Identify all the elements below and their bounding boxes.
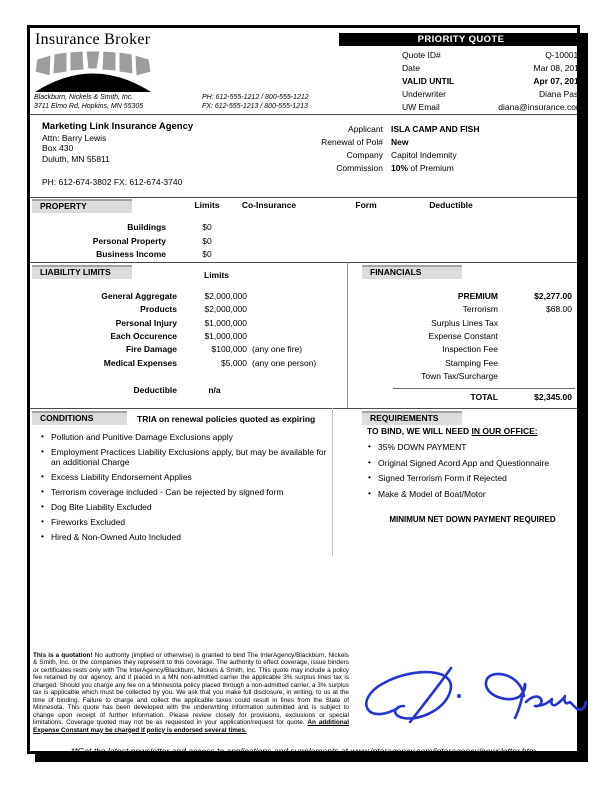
requirement-item: • Make & Model of Boat/Motor (367, 489, 581, 499)
terrorism-label: Terrorism (462, 304, 498, 314)
financials-section-title: FINANCIALS (362, 265, 462, 279)
applicant-label: Applicant (348, 124, 383, 134)
quote-date-value: Mar 08, 2011 (533, 63, 583, 73)
property-divider (30, 262, 577, 263)
broker-phone-line: PH: 612-555-1212 / 800-555-1212 (202, 94, 309, 101)
financials-row-premium (30, 291, 583, 303)
expense-constant-label: Expense Constant (428, 331, 498, 341)
total-value: $2,345.00 (534, 392, 572, 402)
coverage-divider (30, 408, 577, 409)
applicant-value: ISLA CAMP AND FISH (391, 124, 480, 134)
broker-firm-address: 3711 Elmo Rd, Hopkins, MN 55305 (34, 102, 144, 110)
medical-expenses-label: Medical Expenses (103, 358, 177, 368)
disclaimer-emphasis: An additional Expense Constant may be charged if policy is endorsed several times. (33, 719, 349, 734)
financials-row-town-tax (30, 371, 583, 383)
requirement-item: • Original Signed Acord App and Questionnaire (367, 458, 581, 468)
fire-damage-value: $100,000 (211, 344, 247, 354)
financials-row-stamping-fee (30, 358, 583, 370)
agency-name: Marketing Link Insurance Agency (42, 121, 194, 132)
company-label: Company (346, 150, 383, 160)
valid-until-label: VALID UNTIL (402, 76, 455, 86)
renewal-row (260, 137, 583, 148)
commission-rate: 10% (391, 163, 409, 173)
agency-attn: Attn: Barry Lewis (42, 133, 107, 143)
terms-column-divider (332, 408, 333, 556)
agency-address1: Box 430 (42, 143, 74, 154)
deductible-label: Deductible (133, 385, 177, 395)
disclaimer-paragraph (33, 652, 349, 734)
renewal-value: New (391, 137, 409, 147)
buildings-limit: $0 (202, 222, 212, 232)
town-tax-label: Town Tax/Surcharge (421, 371, 498, 381)
premium-label: PREMIUM (457, 291, 498, 301)
quote-id-row (402, 49, 583, 62)
products-label: Products (140, 304, 177, 314)
surplus-lines-tax-label: Surplus Lines Tax (431, 318, 498, 328)
requirements-heading-underlined: IN OUR OFFICE: (471, 426, 538, 436)
each-occurence-label: Each Occurence (110, 331, 177, 341)
requirements-heading (367, 426, 538, 436)
liability-section-title: LIABILITY LIMITS (32, 265, 132, 279)
quote-date-row (402, 62, 583, 75)
company-row (260, 150, 583, 161)
broker-address-block (34, 94, 143, 111)
conditions-section-title: CONDITIONS (32, 411, 127, 425)
broker-firm-name: Blackburn, Nickels & Smith, Inc. (34, 94, 134, 101)
personal-injury-label: Personal Injury (115, 318, 177, 328)
each-occurence-value: $1,000,000 (204, 331, 247, 341)
buildings-label: Buildings (127, 222, 166, 232)
condition-item: • Excess Liability Endorsement Applies (40, 472, 332, 482)
uw-email-label: UW Email (402, 102, 440, 112)
medical-expenses-note: (any one person) (252, 358, 317, 368)
condition-item: • Employment Practices Liability Exclusions apply, but may be available for an additional Charge (40, 447, 332, 467)
financials-row-terrorism (30, 304, 583, 316)
financials-row-expense-constant (30, 331, 583, 343)
requirements-section-title: REQUIREMENTS (362, 411, 462, 425)
general-aggregate-value: $2,000,000 (204, 291, 247, 301)
financials-row-surplus-lines-tax (30, 318, 583, 330)
uw-email-value: diana@insurance.com (498, 102, 583, 112)
property-row-business-income (30, 249, 347, 261)
condition-item: • Terrorism coverage included - Can be rejected by signed form (40, 487, 332, 497)
financials-total-rule (393, 388, 575, 389)
property-row-buildings (30, 222, 347, 234)
stamping-fee-label: Stamping Fee (445, 358, 498, 368)
broker-logo-graphic (34, 49, 152, 92)
personal-injury-value: $1,000,000 (204, 318, 247, 328)
condition-item: • Fireworks Excluded (40, 517, 332, 527)
company-value: Capitol Indemnity (391, 150, 457, 160)
products-value: $2,000,000 (204, 304, 247, 314)
priority-quote-banner: PRIORITY QUOTE (339, 33, 583, 46)
disclaimer-lead: This is a quotation! (33, 652, 93, 659)
deductible-value: n/a (208, 385, 221, 395)
condition-item: • Pollution and Punitive Damage Exclusions apply (40, 432, 332, 442)
quote-id-value: Q-100018 (545, 50, 583, 60)
letterhead-divider (30, 114, 577, 115)
inspection-fee-label: Inspection Fee (442, 344, 498, 354)
valid-until-value: Apr 07, 2011 (533, 76, 583, 86)
commission-label: Commission (336, 163, 383, 173)
uw-email-row (402, 101, 583, 114)
underwriter-label: Underwriter (402, 89, 446, 99)
property-col-limits: Limits (194, 200, 220, 210)
conditions-tria-note: TRIA on renewal policies quoted as expiring (137, 414, 316, 424)
applicant-row (260, 124, 583, 135)
requirements-heading-prefix: TO BIND, WE WILL NEED (367, 426, 472, 436)
broker-fax-line: FX: 612-555-1213 / 800-555-1213 (202, 102, 308, 110)
quote-date-label: Date (402, 63, 420, 73)
commission-row (260, 163, 583, 174)
financials-row-total (30, 392, 583, 404)
business-income-limit: $0 (202, 249, 212, 259)
property-col-form: Form (355, 200, 377, 210)
renewal-label: Renewal of Pol# (321, 137, 383, 147)
condition-item: • Dog Bite Liability Excluded (40, 502, 332, 512)
terrorism-value: $68.00 (546, 304, 572, 314)
quote-document (27, 25, 583, 756)
total-label: TOTAL (470, 392, 498, 402)
newsletter-footer-note: **Get the latest newsletter and access to applications and supplements at www.interagency.com/interagency/newsletter.htm (71, 746, 536, 756)
condition-item: • Hired & Non-Owned Auto Included (40, 532, 332, 542)
quote-id-label: Quote ID# (402, 50, 441, 60)
personal-property-limit: $0 (202, 236, 212, 246)
commission-suffix: of Premium (408, 163, 454, 173)
fire-damage-label: Fire Damage (125, 344, 177, 354)
property-col-deductible: Deductible (429, 200, 473, 210)
business-income-label: Business Income (96, 249, 166, 259)
property-col-coinsurance: Co-Insurance (241, 200, 297, 210)
agency-address2: Duluth, MN 55811 (42, 153, 110, 164)
financials-row-inspection-fee (30, 344, 583, 356)
parties-divider (30, 197, 577, 198)
broker-logo-title: Insurance Broker (35, 31, 151, 48)
premium-value: $2,277.00 (534, 291, 572, 301)
liability-col-limits: Limits (204, 270, 230, 280)
conditions-list (40, 432, 332, 547)
requirement-item: • Signed Terrorism Form if Rejected (367, 473, 581, 483)
property-section-title: PROPERTY (32, 199, 132, 213)
requirement-item: • 35% DOWN PAYMENT (367, 442, 581, 452)
personal-property-label: Personal Property (92, 236, 166, 246)
requirements-list (367, 442, 581, 504)
minimum-down-payment-note: MINIMUM NET DOWN PAYMENT REQUIRED (389, 515, 556, 524)
underwriter-signature (352, 656, 587, 751)
quote-valid-until-row (402, 75, 583, 88)
agency-phone: PH: 612-674-3802 FX: 612-674-3740 (42, 176, 183, 187)
general-aggregate-label: General Aggregate (101, 291, 177, 301)
property-row-personal-property (30, 236, 347, 248)
disclaimer-body: No authority (implied or otherwise) is granted to bind The InterAgency/Blackburn, Nickels & Smith, Inc. or the companies they represent to this coverage. The authority to effect coverage, issue binders or certificates rests only with The InterAgency/Blackburn, Nickels & Smith, Inc. This quote may include a policy fee retained by our agency, and if placed in a MN non-admitted carrier the applicable 3% surplus lines tax is charged. Should you charge any fee on a Minnesota policy placed through a non-admitted carrier, a 3% surplus tax is applicable which must be collected by you. We ask that you make full disclosure, in writing, to us at the time of binding. Failure to charge and collect the applicable taxes could result in fines from the State of Minnesota. This quote has been developed with the underwriting information submitted and is subject to change upon receipt of further information. Please review closely for provisions, exclusions or special limitations. Coverage quoted may not be as requested in your application/request for quote. (33, 652, 349, 727)
broker-phone-block (202, 94, 309, 111)
underwriter-row (402, 88, 583, 101)
fire-damage-note: (any one fire) (252, 344, 303, 354)
underwriter-value: Diana Pash (539, 89, 583, 99)
agency-block (42, 121, 193, 187)
medical-expenses-value: $5,000 (221, 358, 247, 368)
